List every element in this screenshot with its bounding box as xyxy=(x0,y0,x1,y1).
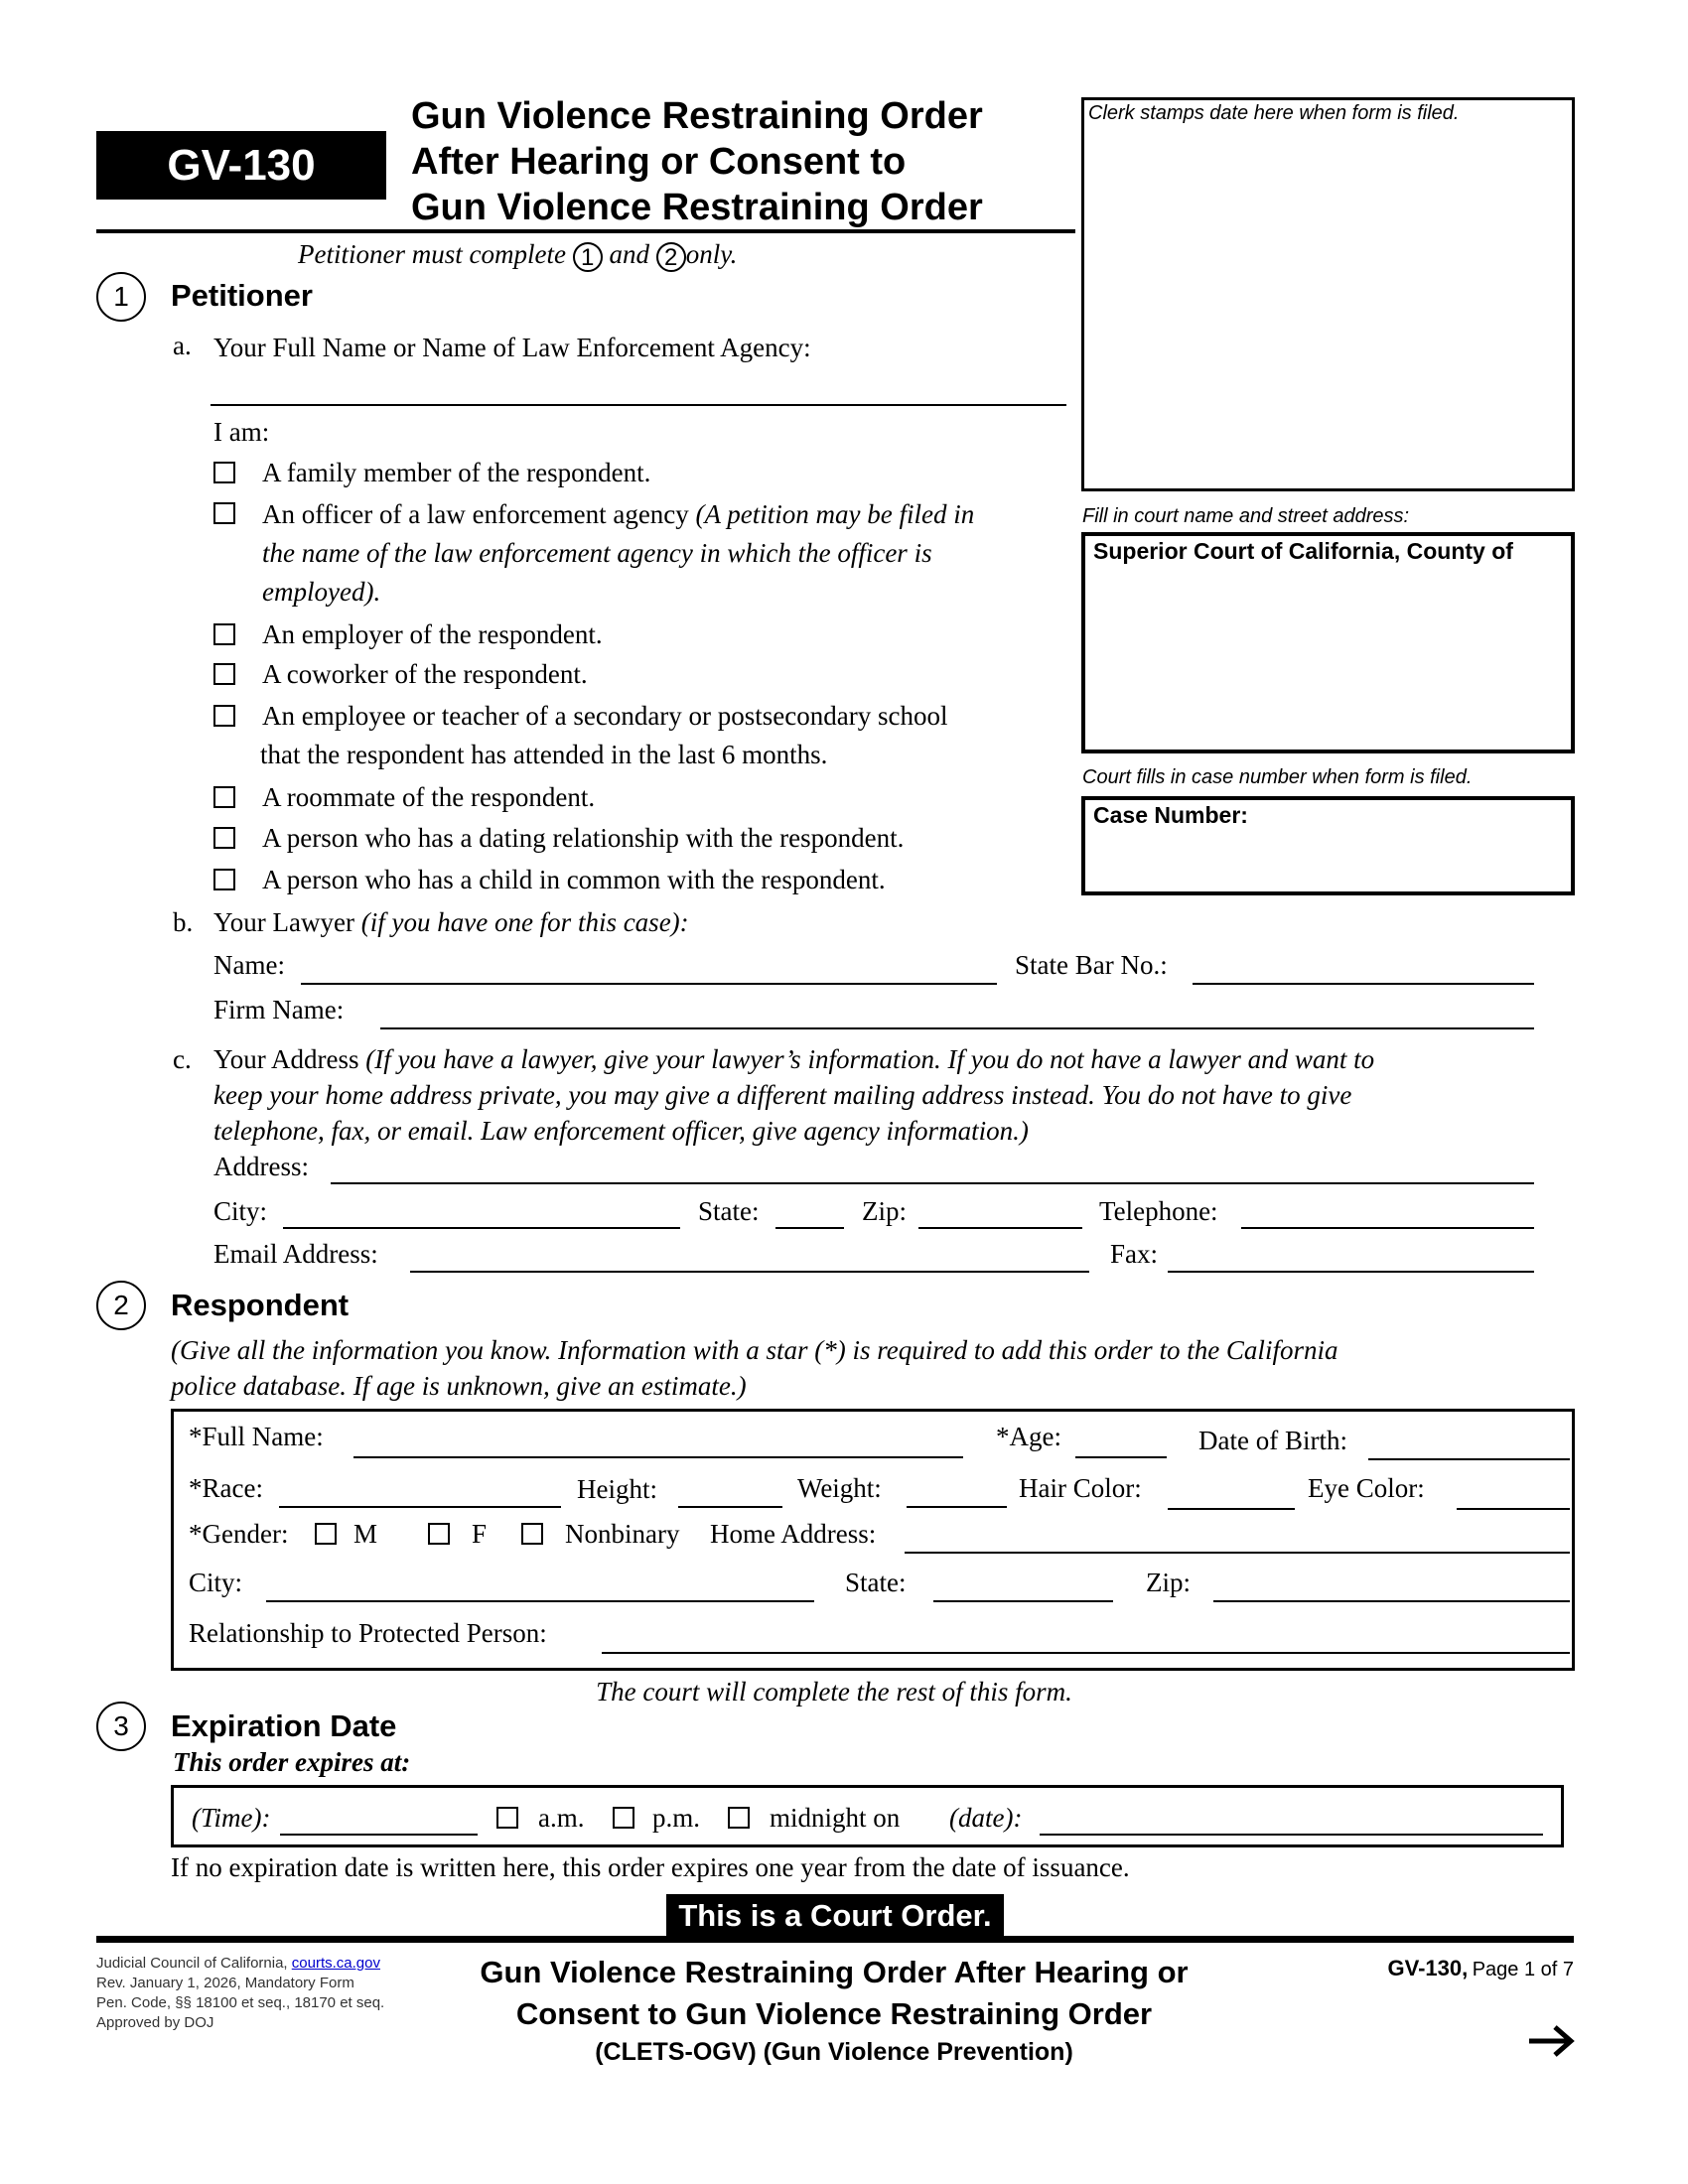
city-field[interactable] xyxy=(283,1227,680,1229)
footer-subtitle: (CLETS-OGV) (Gun Violence Prevention) xyxy=(595,2038,1073,2066)
page-number: Page 1 of 7 xyxy=(1472,1959,1574,1980)
height-label: Height: xyxy=(577,1474,657,1504)
i-am-label: I am: xyxy=(213,417,270,447)
age-label: *Age: xyxy=(996,1422,1061,1451)
section-1-number-icon: 1 xyxy=(96,272,146,322)
option-label-continued: that the respondent has attended in the last 6 months. xyxy=(260,740,828,769)
lawyer-label-text: Your Lawyer xyxy=(213,907,354,937)
telephone-label: Telephone: xyxy=(1099,1196,1218,1226)
height-field[interactable] xyxy=(678,1506,782,1508)
footer-approval: Approved by DOJ xyxy=(96,2014,214,2031)
gender-f-label: F xyxy=(472,1519,488,1549)
age-field[interactable] xyxy=(1075,1456,1167,1458)
option-label: A roommate of the respondent. xyxy=(262,782,596,812)
email-label: Email Address: xyxy=(213,1239,378,1269)
fax-label: Fax: xyxy=(1110,1239,1159,1269)
firm-name-label: Firm Name: xyxy=(213,995,345,1024)
next-page-arrow-icon[interactable] xyxy=(1527,2021,1575,2066)
respondent-city-field[interactable] xyxy=(266,1600,814,1602)
respondent-name-field[interactable] xyxy=(353,1456,963,1458)
weight-label: Weight: xyxy=(797,1473,882,1503)
time-field[interactable] xyxy=(280,1834,478,1836)
city-label: City: xyxy=(213,1196,268,1226)
school-employee-checkbox[interactable] xyxy=(213,705,235,727)
address-note: telephone, fax, or email. Law enforcement officer, give agency information.) xyxy=(213,1116,1029,1146)
footer-left xyxy=(96,1954,384,2033)
gender-nonbinary-checkbox[interactable] xyxy=(521,1523,543,1545)
address-label-line xyxy=(213,1043,1374,1075)
expires-at-label: This order expires at: xyxy=(173,1747,411,1777)
option-label xyxy=(262,498,974,530)
hair-color-field[interactable] xyxy=(1168,1508,1295,1510)
court-name-label: Fill in court name and street address: xyxy=(1082,505,1410,527)
case-number-box[interactable] xyxy=(1081,796,1575,895)
date-field[interactable] xyxy=(1040,1834,1543,1836)
section-1-title: Petitioner xyxy=(171,278,313,313)
respondent-state-field[interactable] xyxy=(933,1600,1113,1602)
option-note: the name of the law enforcement agency in which the officer is xyxy=(262,538,932,568)
gender-label: *Gender: xyxy=(189,1519,289,1549)
case-number-note: Court fills in case number when form is filed. xyxy=(1082,766,1473,788)
option-label: An employee or teacher of a secondary or postsecondary school xyxy=(262,701,948,731)
item-number-icon: 2 xyxy=(656,242,686,272)
court-name-value: Superior Court of California, County of xyxy=(1093,538,1513,564)
case-number-label: Case Number: xyxy=(1093,802,1248,828)
race-label: *Race: xyxy=(189,1473,263,1503)
form-title xyxy=(411,93,983,230)
state-bar-label: State Bar No.: xyxy=(1015,950,1168,980)
option-label: A family member of the respondent. xyxy=(262,458,651,487)
footer-title-line: Consent to Gun Violence Restraining Order xyxy=(515,1996,1153,2031)
dob-label: Date of Birth: xyxy=(1198,1426,1347,1455)
address-field[interactable] xyxy=(331,1182,1534,1184)
am-checkbox[interactable] xyxy=(496,1807,518,1829)
firm-name-field[interactable] xyxy=(380,1027,1534,1029)
email-field[interactable] xyxy=(410,1271,1089,1273)
address-note: (If you have a lawyer, give your lawyer’s information. If you do not have a lawyer and want to xyxy=(365,1044,1375,1074)
respondent-city-label: City: xyxy=(189,1568,243,1597)
respondent-state-label: State: xyxy=(845,1568,907,1597)
option-label: A person who has a dating relationship with the respondent. xyxy=(262,823,905,853)
pm-label: p.m. xyxy=(652,1803,701,1833)
footer-revision: Rev. January 1, 2026, Mandatory Form xyxy=(96,1975,354,1991)
am-label: a.m. xyxy=(538,1803,585,1833)
option-note: employed). xyxy=(262,577,381,607)
fax-field[interactable] xyxy=(1168,1271,1534,1273)
form-id-badge: GV-130 xyxy=(96,131,386,200)
state-bar-field[interactable] xyxy=(1193,983,1534,985)
midnight-label: midnight on xyxy=(770,1803,901,1833)
petitioner-name-label: Your Full Name or Name of Law Enforcement Agency: xyxy=(213,333,811,362)
footer-title-line: Gun Violence Restraining Order After Hearing or xyxy=(480,1955,1189,1989)
court-complete-note: The court will complete the rest of this form. xyxy=(596,1677,1072,1706)
roommate-checkbox[interactable] xyxy=(213,786,235,808)
respondent-zip-field[interactable] xyxy=(1213,1600,1570,1602)
state-field[interactable] xyxy=(775,1227,844,1229)
child-in-common-checkbox[interactable] xyxy=(213,869,235,890)
gender-m-checkbox[interactable] xyxy=(315,1523,337,1545)
item-a-letter: a. xyxy=(173,331,192,360)
employer-checkbox[interactable] xyxy=(213,623,235,645)
telephone-field[interactable] xyxy=(1241,1227,1534,1229)
title-line: Gun Violence Restraining Order xyxy=(411,95,983,137)
zip-label: Zip: xyxy=(862,1196,907,1226)
gender-nonbinary-label: Nonbinary xyxy=(565,1519,680,1549)
footer-title xyxy=(417,1952,1251,2069)
footer-publisher xyxy=(96,1954,384,1974)
relationship-label: Relationship to Protected Person: xyxy=(189,1618,547,1648)
lawyer-label xyxy=(213,906,689,938)
respondent-note: police database. If age is unknown, give an estimate.) xyxy=(171,1371,747,1401)
address-label: Address: xyxy=(213,1152,309,1181)
state-label: State: xyxy=(698,1196,760,1226)
option-label: A coworker of the respondent. xyxy=(262,659,588,689)
section-2-number-icon: 2 xyxy=(96,1281,146,1330)
footer-form-id: GV-130, xyxy=(1387,1956,1469,1980)
court-order-banner: This is a Court Order. xyxy=(666,1894,1004,1937)
lawyer-name-field[interactable] xyxy=(301,983,997,985)
publisher-text: Judicial Council of California, xyxy=(96,1955,292,1972)
section-3-number-icon: 3 xyxy=(96,1702,146,1751)
zip-field[interactable] xyxy=(918,1227,1082,1229)
dob-field[interactable] xyxy=(1368,1458,1570,1460)
title-line: Gun Violence Restraining Order xyxy=(411,187,983,228)
item-c-letter: c. xyxy=(173,1044,192,1074)
address-note: keep your home address private, you may give a different mailing address instead. You do not have to give xyxy=(213,1080,1352,1110)
instruction-prefix: Petitioner must complete xyxy=(298,239,566,269)
footer-page-info xyxy=(1388,1956,1574,1981)
respondent-zip-label: Zip: xyxy=(1146,1568,1191,1597)
relationship-field[interactable] xyxy=(602,1652,1570,1654)
petitioner-name-field[interactable] xyxy=(211,404,1066,406)
time-label: (Time): xyxy=(192,1803,271,1833)
gender-m-label: M xyxy=(353,1519,378,1549)
instruction-suffix: only. xyxy=(685,239,738,269)
instruction-and: and xyxy=(609,239,649,269)
coworker-checkbox[interactable] xyxy=(213,663,235,685)
family-member-checkbox[interactable] xyxy=(213,462,235,483)
option-label: An employer of the respondent. xyxy=(262,619,603,649)
gender-f-checkbox[interactable] xyxy=(428,1523,450,1545)
address-heading: Your Address xyxy=(213,1044,359,1074)
eye-color-label: Eye Color: xyxy=(1308,1473,1425,1503)
dating-relationship-checkbox[interactable] xyxy=(213,827,235,849)
footer-code: Pen. Code, §§ 18100 et seq., 18170 et seq. xyxy=(96,1994,385,2011)
title-rule xyxy=(96,229,1075,233)
hair-color-label: Hair Color: xyxy=(1019,1473,1142,1503)
home-address-label: Home Address: xyxy=(710,1519,877,1549)
clerk-stamp-box xyxy=(1081,97,1575,491)
respondent-note: (Give all the information you know. Information with a star (*) is required to add this order to the California xyxy=(171,1335,1338,1365)
footer-rule xyxy=(96,1936,1574,1943)
eye-color-field[interactable] xyxy=(1457,1508,1570,1510)
title-line: After Hearing or Consent to xyxy=(411,141,907,183)
midnight-checkbox[interactable] xyxy=(728,1807,750,1829)
lawyer-name-label: Name: xyxy=(213,950,285,980)
option-label: A person who has a child in common with the respondent. xyxy=(262,865,886,894)
section-3-title: Expiration Date xyxy=(171,1708,397,1743)
date-label: (date): xyxy=(949,1803,1023,1833)
full-name-label: *Full Name: xyxy=(189,1422,324,1451)
race-field[interactable] xyxy=(279,1506,561,1508)
clerk-stamp-label: Clerk stamps date here when form is filed. xyxy=(1088,102,1460,124)
courts-link[interactable]: courts.ca.gov xyxy=(291,1955,380,1972)
lawyer-note: (if you have one for this case): xyxy=(360,907,689,937)
law-enforcement-checkbox[interactable] xyxy=(213,502,235,524)
section-2-title: Respondent xyxy=(171,1288,350,1322)
court-name-box[interactable] xyxy=(1081,532,1575,753)
pm-checkbox[interactable] xyxy=(613,1807,634,1829)
home-address-field[interactable] xyxy=(905,1552,1570,1554)
default-expiration-note: If no expiration date is written here, this order expires one year from the date of issuance. xyxy=(171,1852,1130,1882)
item-b-letter: b. xyxy=(173,907,194,937)
option-note: (A petition may be filed in xyxy=(695,499,975,529)
option-text: An officer of a law enforcement agency xyxy=(262,499,689,529)
item-number-icon: 1 xyxy=(573,242,603,272)
weight-field[interactable] xyxy=(907,1506,1007,1508)
petitioner-instruction xyxy=(298,238,737,272)
